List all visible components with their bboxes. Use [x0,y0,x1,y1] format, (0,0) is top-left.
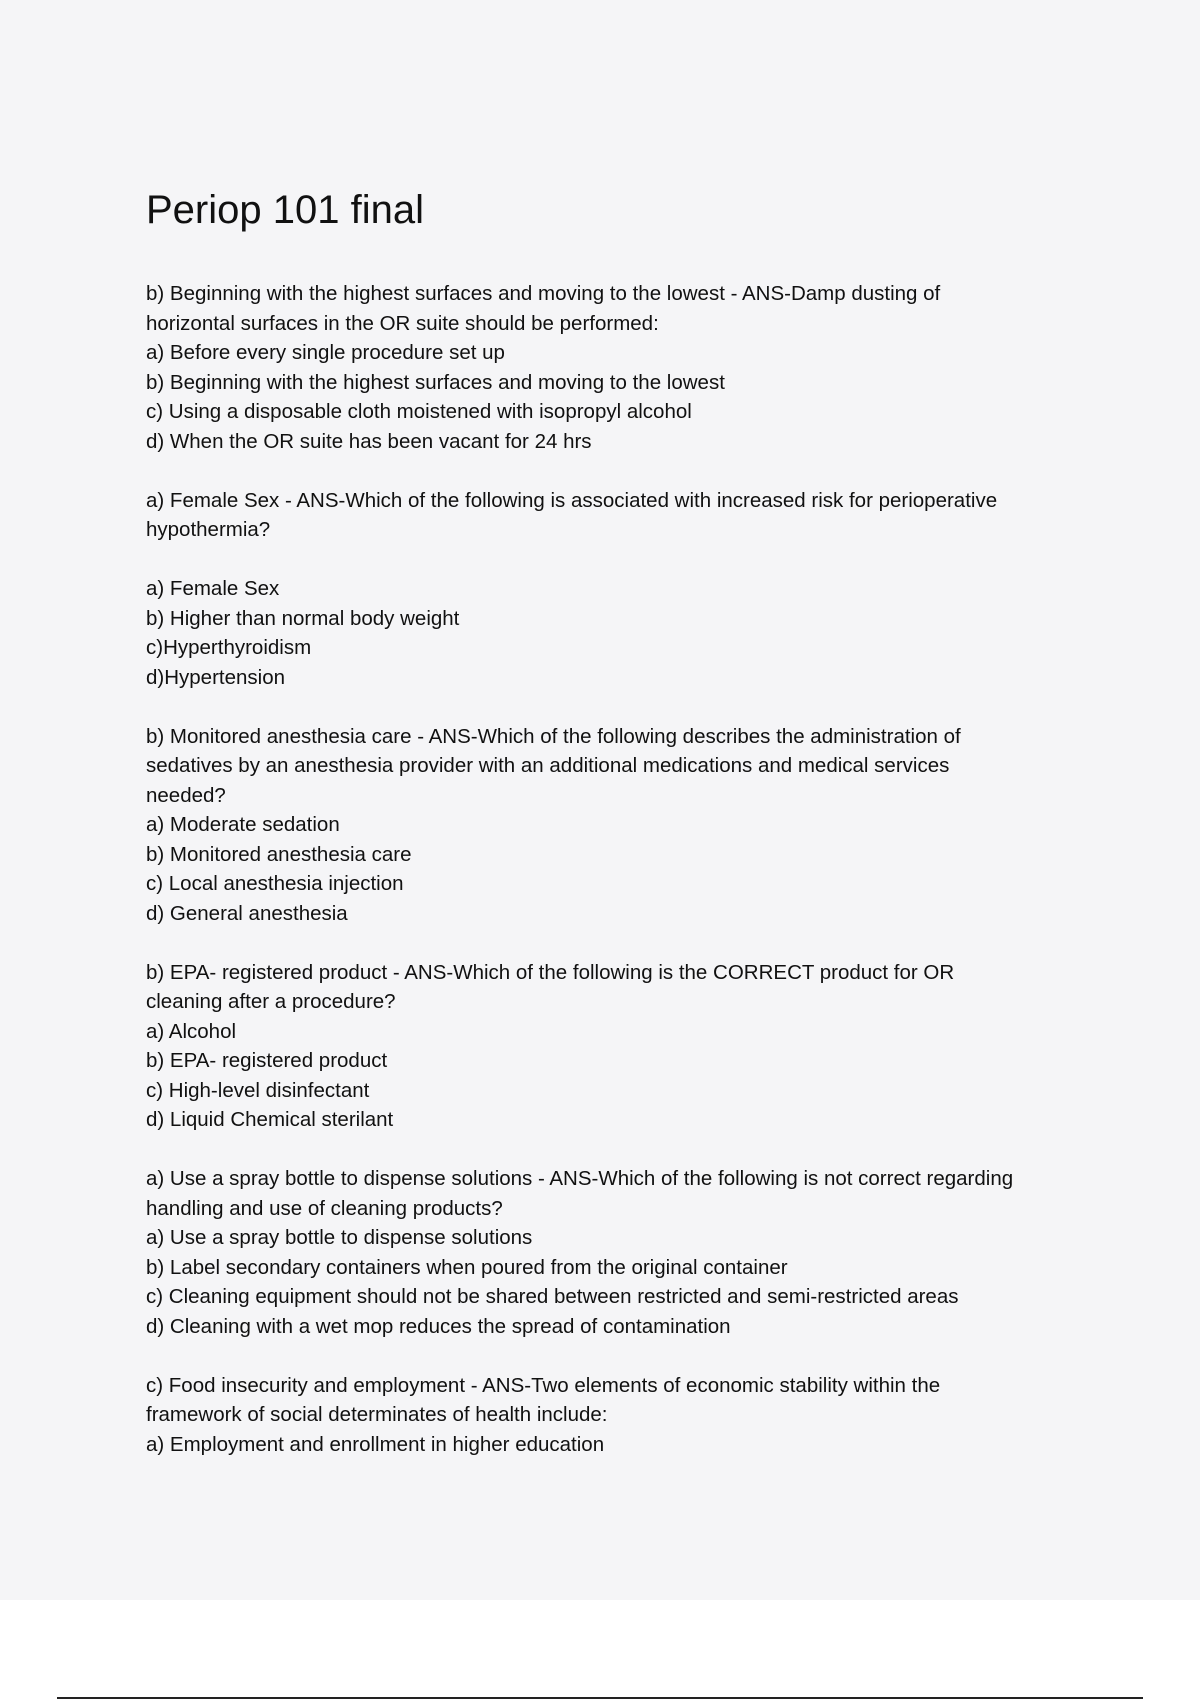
question-text: needed? [146,783,226,807]
question-text: a) Female Sex - ANS-Which of the following is associated with increased risk for perioperative [146,488,998,512]
answer-option: c) High-level disinfectant [146,1078,370,1102]
question-text: cleaning after a procedure? [146,990,396,1013]
answer-option: a) Before every single procedure set up [146,341,505,364]
answer-option: a) Use a spray bottle to dispense solutions [146,1226,533,1249]
answer-option: d) Cleaning with a wet mop reduces the spread of contamination [146,1314,731,1338]
answer-option: d) General anesthesia [146,901,348,925]
answer-option: c) Cleaning equipment should not be shared between restricted and semi-restricted areas [146,1285,959,1308]
page-title: Periop 101 final [146,188,424,232]
question-text: b) EPA- registered product - ANS-Which of the following is the CORRECT product for OR [146,960,955,984]
question-block [146,1164,1096,1341]
answer-option: d) Liquid Chemical sterilant [146,1108,394,1131]
question-block [146,958,1096,1135]
answer-option: d)Hypertension [146,665,286,689]
answer-option: b) Beginning with the highest surfaces and moving to the lowest [146,370,725,394]
blank-line [146,545,1096,575]
question-text: b) Beginning with the highest surfaces and moving to the lowest - ANS-Damp dusting of [146,282,941,305]
answer-option: b) EPA- registered product [146,1049,388,1072]
question-block [146,1371,1096,1460]
question-block [146,279,1096,456]
answer-option: a) Employment and enrollment in higher education [146,1432,605,1456]
footer-divider [57,1697,1143,1699]
answer-option: c) Using a disposable cloth moistened with isopropyl alcohol [146,400,692,423]
answer-option: a) Female Sex [146,577,280,600]
question-text: a) Use a spray bottle to dispense solutions - ANS-Which of the following is not correct regarding [146,1167,1014,1190]
question-text: hypothermia? [146,518,271,541]
question-text: b) Monitored anesthesia care - ANS-Which of the following describes the administration of [146,724,961,748]
question-text: handling and use of cleaning products? [146,1196,503,1220]
answer-option: d) When the OR suite has been vacant for 24 hrs [146,429,592,453]
question-list [146,279,1096,1489]
answer-option: c)Hyperthyroidism [146,636,312,659]
question-block [146,486,1096,693]
question-text: framework of social determinates of health include: [146,1403,608,1426]
answer-option: b) Label secondary containers when poured from the original container [146,1255,788,1279]
question-text: horizontal surfaces in the OR suite should be performed: [146,311,659,335]
answer-option: c) Local anesthesia injection [146,872,404,895]
answer-option: b) Higher than normal body weight [146,606,460,630]
answer-option: a) Moderate sedation [146,813,340,836]
question-text: sedatives by an anesthesia provider with an additional medications and medical services [146,754,950,777]
answer-option: a) Alcohol [146,1019,237,1043]
answer-option: b) Monitored anesthesia care [146,842,412,866]
question-block [146,722,1096,929]
question-text: c) Food insecurity and employment - ANS-Two elements of economic stability within the [146,1373,941,1397]
